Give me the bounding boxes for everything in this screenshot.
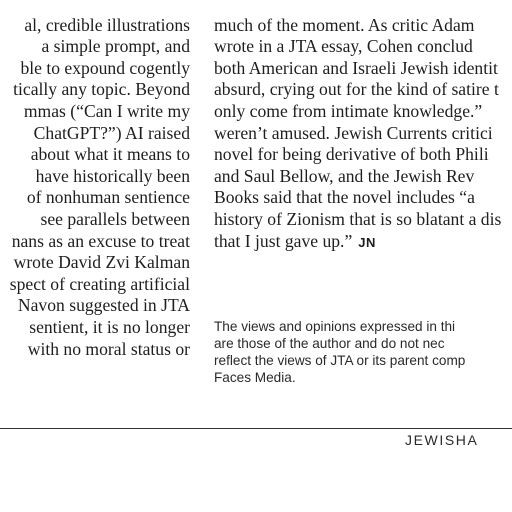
text-line: wrote David Zvi Kalman [13,252,190,273]
text-line: wrote in a JTA essay, Cohen conclud [214,36,473,57]
text-line [214,0,501,15]
footer-publication-name: JEWISHA [405,432,479,448]
text-line: absurd, crying out for the kind of satire t [214,79,499,100]
text-line: have historically been [35,165,190,186]
text-line: ble to expound cogently [20,57,190,78]
text-line: a simple prompt, and [41,36,190,57]
text-line: al, credible illustrations [24,14,190,35]
footer-divider [0,428,512,429]
text-line: mmas (“Can I write my [23,100,190,121]
author-signature: JN [358,234,376,250]
text-line: only come from intimate knowledge.” [214,100,483,121]
text-line: both American and Israeli Jewish identit [214,57,498,78]
text-line: tically any topic. Beyond [13,79,190,100]
text-line [214,231,501,253]
text-line: and Saul Bellow, and the Jewish Rev [214,165,475,186]
text-line: history of Zionism that is so blatant a dis [214,208,502,229]
text-line: ChatGPT?”) AI raised [33,122,190,143]
text-line: much of the moment. As critic Adam [214,14,475,35]
text-line: Navon suggested in JTA [17,295,190,316]
text-line: nans as an excuse to treat [11,230,190,251]
text-line: sentient, it is no longer [29,316,190,337]
disclaimer-line: are those of the author and do not nec [214,336,445,351]
right-column-text [214,0,501,252]
text-line: weren’t amused. Jewish Currents critici [214,122,493,143]
closing-text: that I just gave up.” [214,230,353,251]
text-line: about what it means to [30,144,190,165]
text-line: spect of creating artificial [9,273,190,294]
text-line: see parallels between [40,208,190,229]
text-line: novel for being derivative of both Phili [214,144,489,165]
text-line: Books said that the novel includes “a [214,187,475,208]
text-line [10,0,190,15]
text-line: of nonhuman sentience [26,187,190,208]
disclaimer-line: The views and opinions expressed in thi [214,319,456,334]
text-line: with no moral status or [27,338,190,359]
disclaimer-line: reflect the views of JTA or its parent comp [214,353,466,368]
disclaimer-line: Faces Media. [214,370,296,385]
disclaimer-note [214,318,465,386]
left-column-text [10,0,190,360]
